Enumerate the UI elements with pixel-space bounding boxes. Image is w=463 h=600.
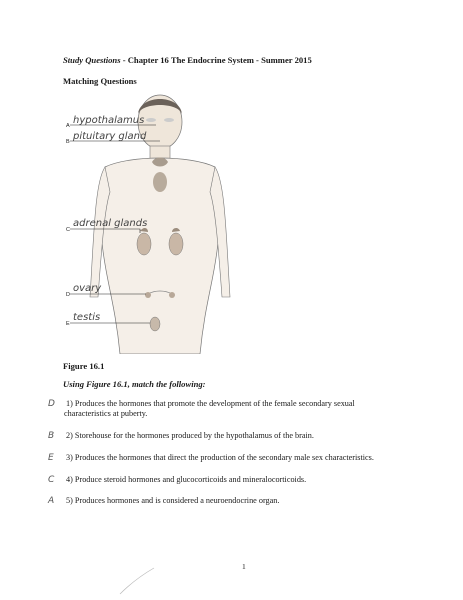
pencil-stroke-mark: [118, 566, 158, 596]
header-italic: Study Questions: [63, 55, 121, 65]
question-number: 5): [66, 496, 73, 505]
figure-caption: Figure 16.1: [63, 361, 105, 371]
question-2: [48, 431, 438, 441]
letter-b: B: [66, 139, 70, 145]
header-rest: - Chapter 16 The Endocrine System - Summer 2015: [120, 55, 312, 65]
letter-d: D: [66, 292, 70, 298]
handwritten-answer: C: [48, 475, 55, 485]
question-text: Produces hormones and is considered a neuroendocrine organ.: [74, 496, 280, 505]
question-5: [48, 496, 438, 506]
question-number: 3): [66, 453, 73, 462]
question-text: Storehouse for the hormones produced by the hypothalamus of the brain.: [74, 431, 314, 440]
hw-label-d: ovary: [73, 283, 102, 294]
handwritten-answer: B: [48, 431, 55, 441]
question-4: [48, 475, 438, 485]
question-3: [48, 453, 438, 463]
question-number: 4): [66, 475, 73, 484]
endocrine-figure: [60, 92, 240, 354]
section-title: Matching Questions: [63, 76, 137, 86]
hw-label-c: adrenal glands: [73, 218, 148, 229]
question-text-cont: characteristics at puberty.: [64, 409, 148, 418]
question-text: Produces the hormones that promote the development of the female secondary sexual: [74, 399, 355, 408]
hw-label-b: pituitary gland: [73, 131, 147, 142]
letter-c: C: [66, 227, 70, 233]
page-header: [63, 55, 443, 65]
question-1: [48, 399, 438, 419]
handwritten-answer: E: [48, 453, 54, 463]
question-text: Produce steroid hormones and glucocorticoids and mineralocorticoids.: [74, 475, 307, 484]
page-number: 1: [242, 562, 246, 571]
letter-a: A: [66, 123, 70, 129]
instruction: Using Figure 16.1, match the following:: [63, 379, 206, 389]
question-number: 2): [66, 431, 73, 440]
question-number: 1): [66, 399, 73, 408]
handwritten-answer: D: [48, 399, 55, 409]
hw-label-a: hypothalamus: [73, 115, 145, 126]
letter-e: E: [66, 321, 70, 327]
hw-label-e: testis: [73, 312, 101, 323]
handwritten-answer: A: [48, 496, 55, 506]
question-text: Produces the hormones that direct the production of the secondary male sex characteristics.: [74, 453, 374, 462]
